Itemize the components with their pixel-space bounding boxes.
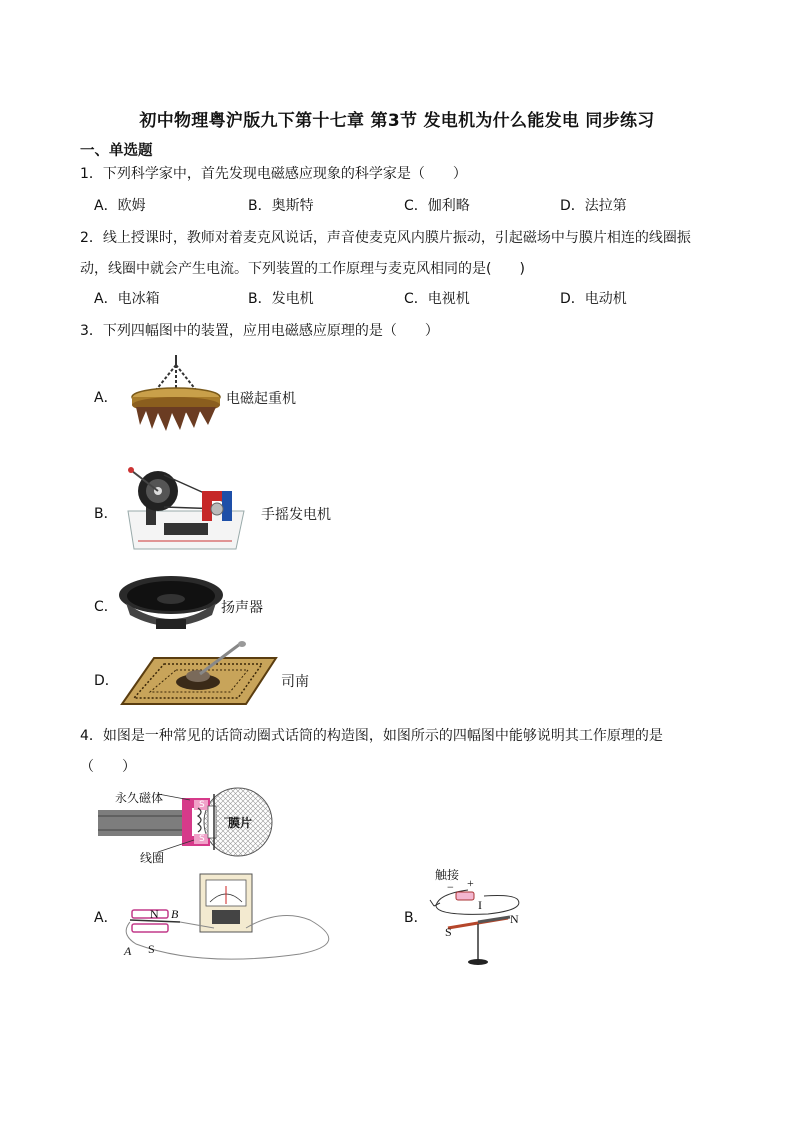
q1-option-b: B．奥斯特 [248,198,314,214]
question-4-stem-line2: （ ） [80,759,136,775]
mic-label-diaphragm: 膜片 [228,816,253,830]
q3-option-a-caption: 电磁起重机 [226,391,296,407]
mic-label-permanent-magnet: 永久磁体 [115,791,164,805]
q3-option-b-caption: 手摇发电机 [261,507,331,523]
optB-label-minus: − [447,880,454,894]
optA-label-b: B [171,907,179,921]
q2-option-c: C．电视机 [404,291,470,307]
mic-label-coil: 线圈 [140,851,165,865]
q3-option-c-caption: 扬声器 [221,600,263,616]
q3-option-b-letter: B． [94,506,118,522]
q2-option-b: B．发电机 [248,291,314,307]
q2-option-a: A．电冰箱 [94,291,160,307]
question-1-stem: 1．下列科学家中，首先发现电磁感应现象的科学家是（ ） [80,166,467,182]
question-3-stem: 3．下列四幅图中的装置，应用电磁感应原理的是（ ） [80,323,439,339]
mic-label-s-top: S [199,800,205,810]
q3-option-a-letter: A． [94,390,118,406]
loudspeaker-image [118,575,224,633]
optA-label-n: N [150,907,159,921]
q1-option-a: A．欧姆 [94,198,146,214]
optB-label-plus: + [467,876,474,890]
optB-label-n: N [510,912,519,926]
question-4-stem-line1: 4．如图是一种常见的话筒动圈式话筒的构造图，如图所示的四幅图中能够说明其工作原理的是 [80,728,663,744]
optB-label-current: I [478,898,482,912]
sinan-compass-image [120,640,280,710]
q3-option-d-caption: 司南 [281,674,309,690]
q4-option-a-letter: A． [94,910,118,926]
q3-option-d-letter: D． [94,673,119,689]
electromagnetic-crane-image [126,355,226,435]
q3-option-c-letter: C． [94,599,118,615]
q4-option-b-letter: B． [404,910,428,926]
page-title: 初中物理粤沪版九下第十七章 第3节 发电机为什么能发电 同步练习 [139,111,655,131]
mic-label-s-bottom: S [199,834,205,844]
q2-option-d: D．电动机 [560,291,627,307]
optB-label-s: S [445,925,452,939]
question-2-stem-line2: 动，线圈中就会产生电流。下列装置的工作原理与麦克风相同的是( ) [80,261,525,277]
question-2-stem-line1: 2．线上授课时，教师对着麦克风说话，声音使麦克风内膜片振动，引起磁场中与膜片相连的线圈振 [80,230,691,246]
optA-label-s: S [148,942,155,956]
optA-label-a: A [124,944,132,958]
section-heading: 一、单选题 [80,143,153,159]
q1-option-d: D．法拉第 [560,198,627,214]
optB-label-touch: 触接 [435,868,460,882]
q1-option-c: C．伽利略 [404,198,470,214]
hand-generator-image [124,463,248,553]
